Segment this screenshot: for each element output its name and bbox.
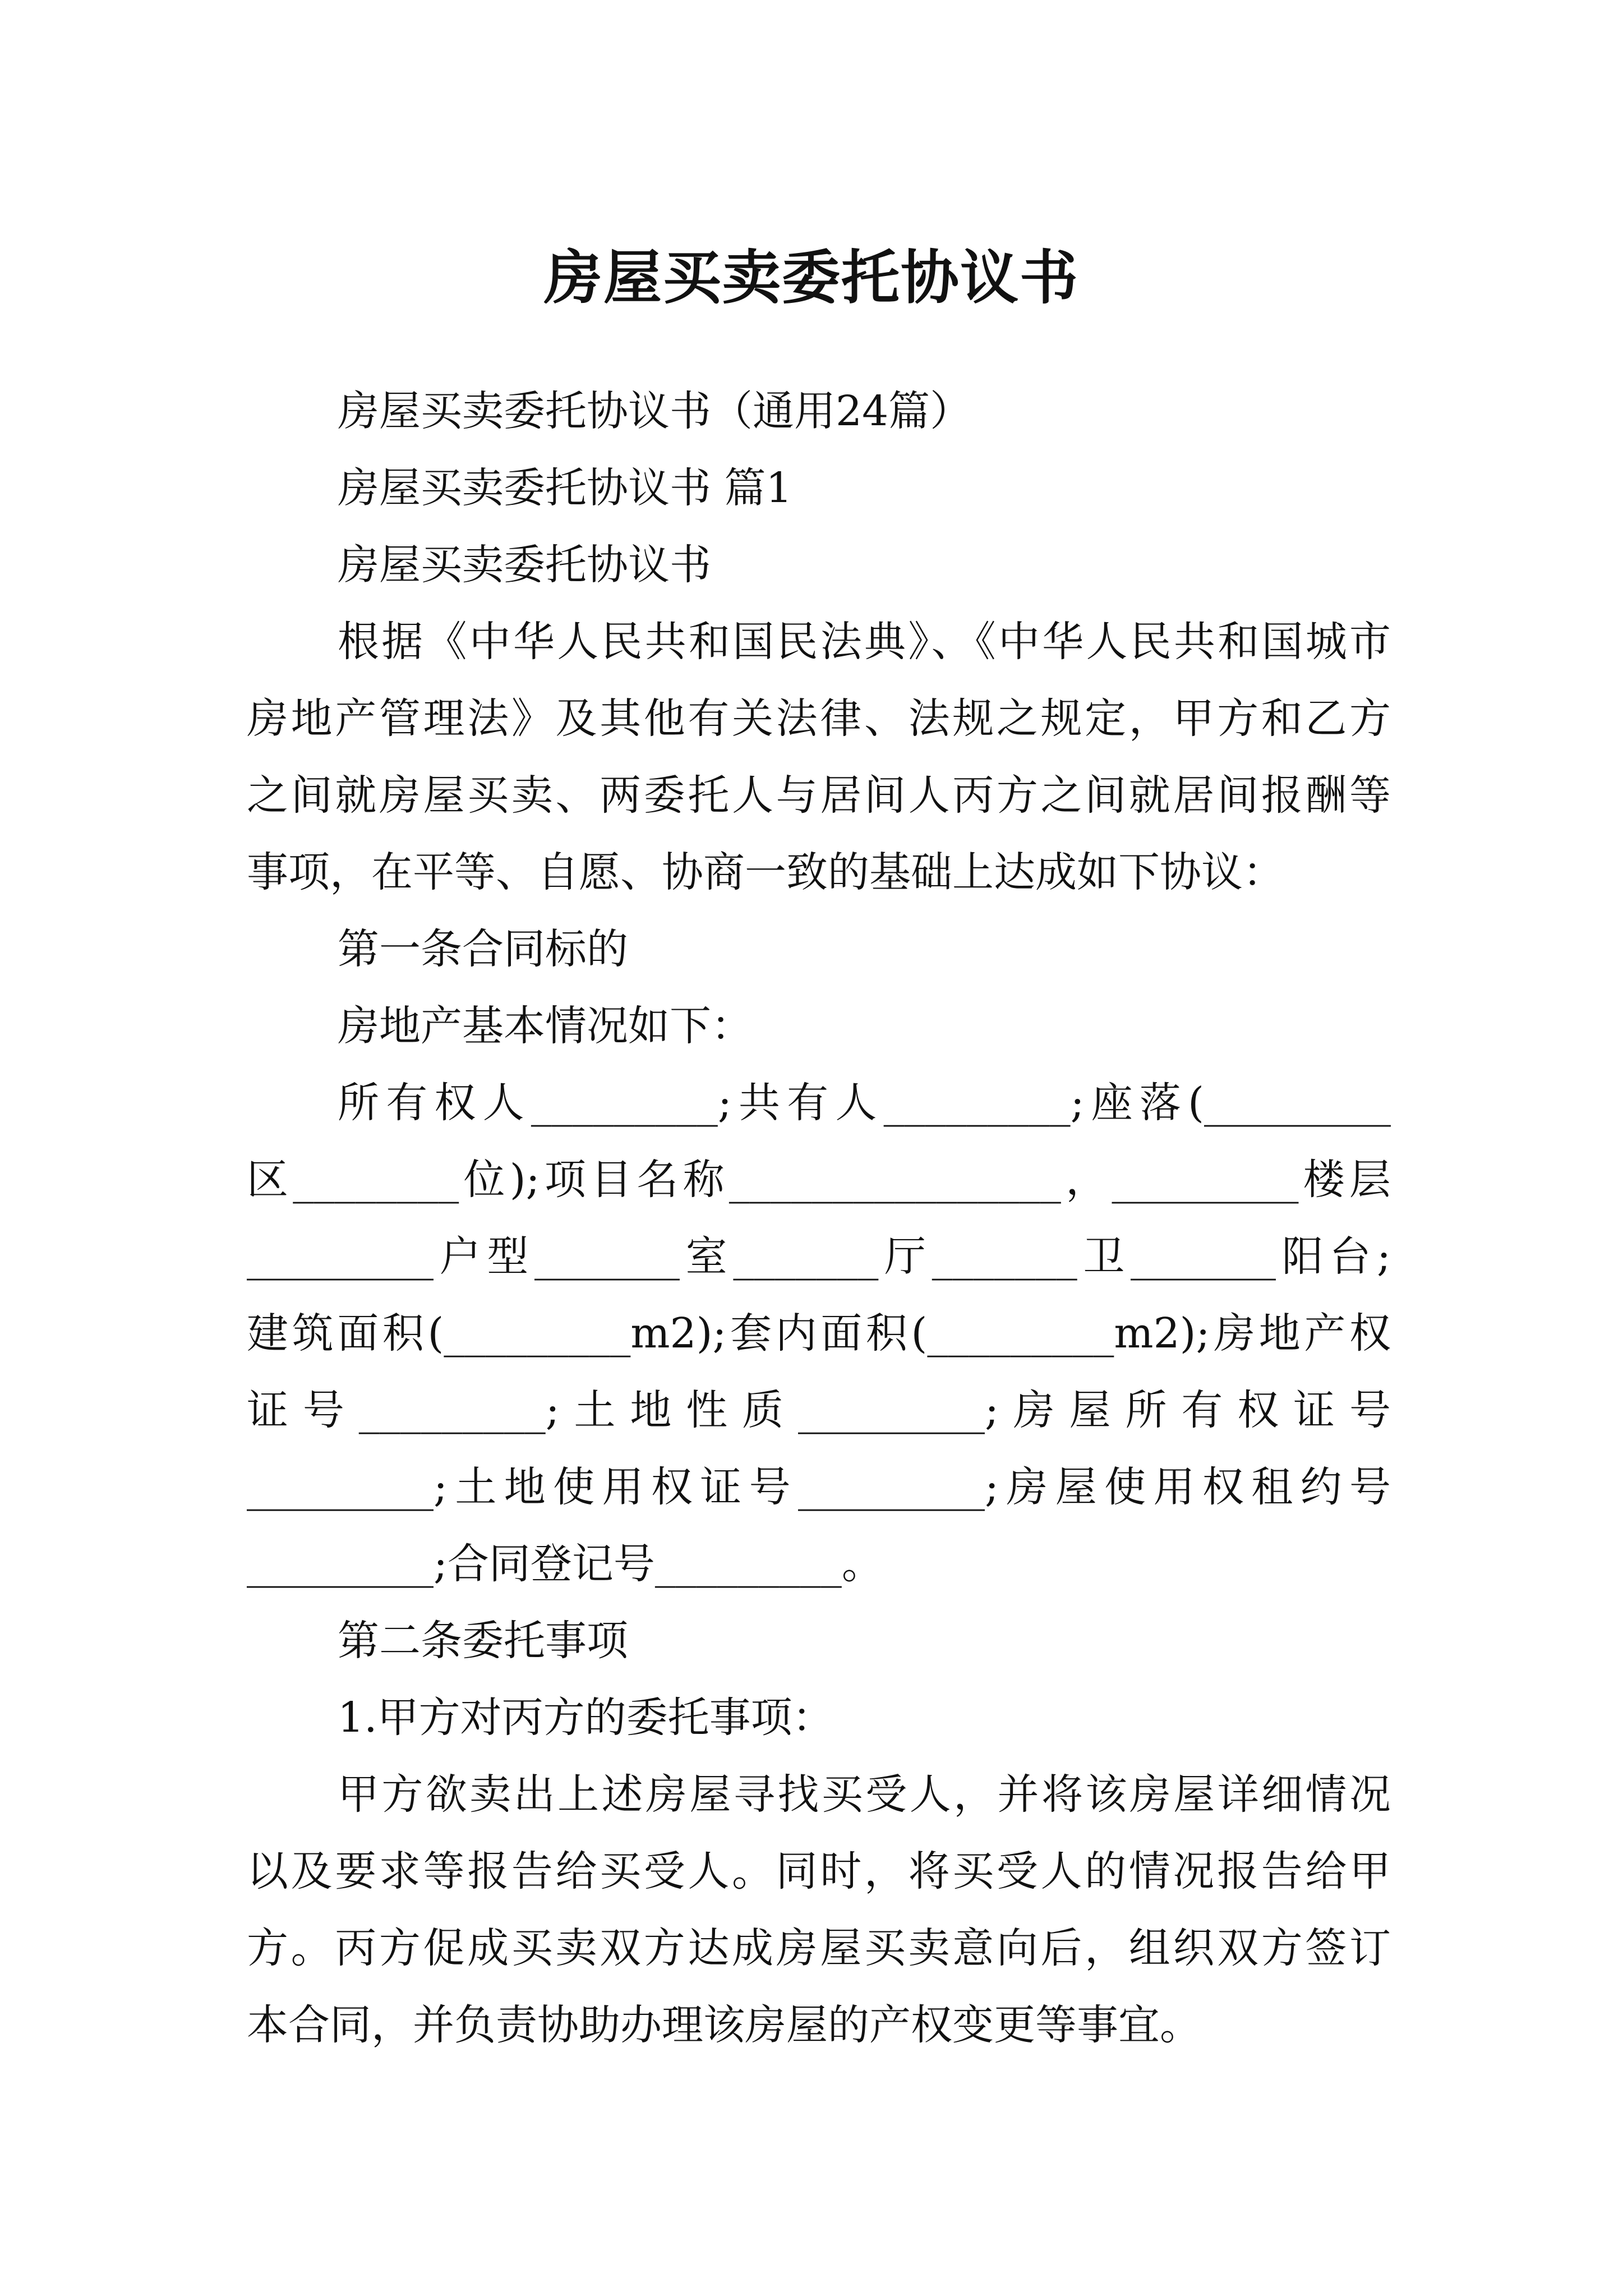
form-field-line: 区________位);项目名称________________，_________楼层 xyxy=(247,1156,1391,1204)
article-heading: 第一条合同标的 xyxy=(338,925,628,973)
form-field-line: 所有权人_________;共有人_________;座落(_________ xyxy=(338,1079,1391,1127)
paragraph-line: 以及要求等报告给买受人。同时，将买受人的情况报告给甲 xyxy=(247,1847,1391,1895)
form-field-line: _________;合同登记号_________。 xyxy=(247,1540,883,1588)
form-field-line: _________;土地使用权证号_________;房屋使用权租约号 xyxy=(247,1463,1391,1511)
paragraph-line: 房地产基本情况如下： xyxy=(338,1002,753,1050)
form-field-line: _________户型_______室_______厅_______卫_______阳台; xyxy=(247,1232,1391,1281)
paragraph-line: 方。丙方促成买卖双方达成房屋买卖意向后，组织双方签订 xyxy=(247,1924,1391,1972)
paragraph-line: 本合同，并负责协助办理该房屋的产权变更等事宜。 xyxy=(247,2001,1201,2049)
document-title: 房屋买卖委托协议书 xyxy=(543,242,1079,312)
paragraph-line: 之间就房屋买卖、两委托人与居间人丙方之间就居间报酬等 xyxy=(247,771,1391,820)
form-field-line: 证号_________;土地性质_________;房屋所有权证号 xyxy=(247,1386,1391,1434)
paragraph-line: 甲方欲卖出上述房屋寻找买受人，并将该房屋详细情况 xyxy=(338,1770,1391,1819)
paragraph-line: 1.甲方对丙方的委托事项： xyxy=(338,1694,834,1742)
form-field-line: 建筑面积(_________m2);套内面积(_________m2);房地产权 xyxy=(247,1309,1391,1358)
paragraph-line: 事项，在平等、自愿、协商一致的基础上达成如下协议： xyxy=(247,848,1284,896)
subtitle-line: 房屋买卖委托协议书（通用24篇） xyxy=(338,387,972,435)
agreement-heading: 房屋买卖委托协议书 xyxy=(338,541,711,589)
paragraph-line: 房地产管理法》及其他有关法律、法规之规定，甲方和乙方 xyxy=(247,694,1391,743)
article-heading: 第二条委托事项 xyxy=(338,1617,628,1665)
paragraph-line: 根据《中华人民共和国民法典》、《中华人民共和国城市 xyxy=(338,618,1391,666)
section-heading: 房屋买卖委托协议书 篇1 xyxy=(338,464,792,512)
